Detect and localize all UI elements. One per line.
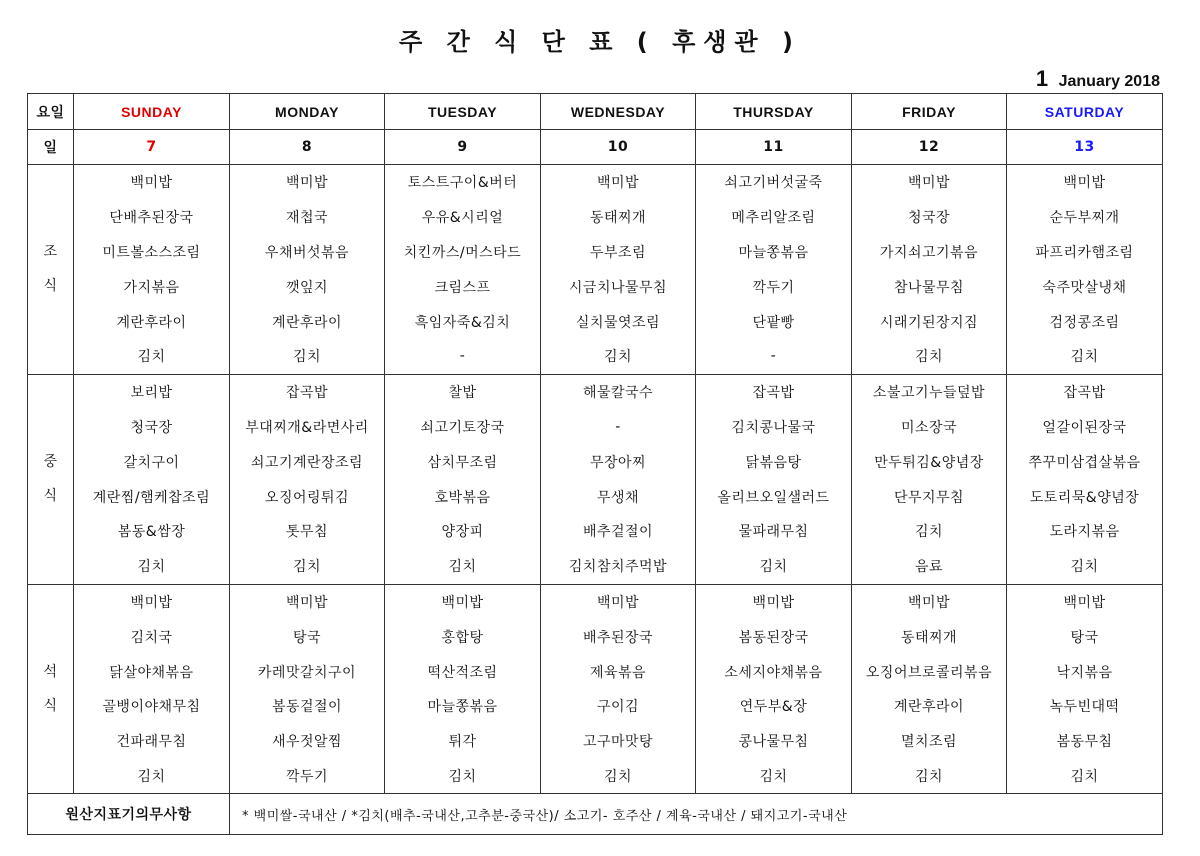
- date-row: [28, 130, 1163, 165]
- menu-item: 실치물엿조림: [541, 304, 696, 339]
- menu-item: 단배추된장국: [74, 200, 230, 235]
- menu-item: 우유&시리얼: [385, 200, 541, 235]
- menu-item: 올리브오일샐러드: [696, 479, 852, 514]
- menu-row: [28, 444, 1163, 479]
- menu-item: 백미밥: [541, 584, 696, 619]
- menu-item: 탕국: [1007, 619, 1163, 654]
- menu-item: 백미밥: [230, 584, 385, 619]
- menu-item: 김치: [385, 759, 541, 794]
- menu-item: 시금치나물무침: [541, 269, 696, 304]
- menu-item: 만두튀김&양념장: [852, 444, 1007, 479]
- menu-item: 파프리카햄조림: [1007, 235, 1163, 270]
- menu-row: [28, 165, 1163, 200]
- menu-item: 검정콩조림: [1007, 304, 1163, 339]
- menu-item: 단팥빵: [696, 304, 852, 339]
- date-thursday: 11: [696, 130, 852, 165]
- menu-item: 흑임자죽&김치: [385, 304, 541, 339]
- date-friday: 12: [852, 130, 1007, 165]
- menu-item: 잡곡밥: [696, 374, 852, 409]
- menu-item: 김치: [74, 339, 230, 374]
- menu-item: -: [541, 410, 696, 445]
- menu-item: 얼갈이된장국: [1007, 410, 1163, 445]
- menu-row: [28, 269, 1163, 304]
- menu-item: 해물칼국수: [541, 374, 696, 409]
- menu-item: 봄동된장국: [696, 619, 852, 654]
- menu-item: 김치: [852, 759, 1007, 794]
- menu-item: 오징어링튀김: [230, 479, 385, 514]
- header-sunday: SUNDAY: [74, 94, 230, 130]
- menu-item: 마늘쫑볶음: [385, 689, 541, 724]
- menu-item: 양장피: [385, 514, 541, 549]
- menu-item: 마늘쫑볶음: [696, 235, 852, 270]
- menu-item: 찰밥: [385, 374, 541, 409]
- menu-item: 김치: [541, 339, 696, 374]
- menu-item: 도토리묵&양념장: [1007, 479, 1163, 514]
- menu-item: 미트볼소스조림: [74, 235, 230, 270]
- menu-item: 오징어브로콜리볶음: [852, 654, 1007, 689]
- menu-item: 멸치조림: [852, 724, 1007, 759]
- meal-label-bottom: 식: [43, 488, 58, 505]
- header-saturday: SATURDAY: [1007, 94, 1163, 130]
- menu-item: 고구마맛탕: [541, 724, 696, 759]
- menu-item: 백미밥: [541, 165, 696, 200]
- date-sunday: 7: [74, 130, 230, 165]
- meal-label-bottom: 식: [43, 278, 58, 295]
- menu-item: 배추겉절이: [541, 514, 696, 549]
- menu-item: 백미밥: [852, 584, 1007, 619]
- menu-item: 무장아찌: [541, 444, 696, 479]
- menu-item: 새우젓알찜: [230, 724, 385, 759]
- meal-label-bottom: 식: [43, 697, 58, 714]
- menu-item: 톳무침: [230, 514, 385, 549]
- footer-row: [28, 794, 1163, 835]
- menu-row: [28, 200, 1163, 235]
- menu-row: [28, 724, 1163, 759]
- menu-item: 김치콩나물국: [696, 410, 852, 445]
- menu-item: 도라지볶음: [1007, 514, 1163, 549]
- menu-row: [28, 654, 1163, 689]
- menu-item: 김치: [385, 549, 541, 584]
- menu-item: 부대찌개&라면사리: [230, 410, 385, 445]
- date-row-label: 일: [28, 130, 74, 165]
- menu-item: -: [696, 339, 852, 374]
- menu-item: 녹두빈대떡: [1007, 689, 1163, 724]
- menu-row: [28, 479, 1163, 514]
- menu-item: 홍합탕: [385, 619, 541, 654]
- menu-item: 콩나물무침: [696, 724, 852, 759]
- meal-label-top: 중: [43, 454, 58, 471]
- menu-item: 김치: [852, 514, 1007, 549]
- menu-item: 계란찜/햄케찹조림: [74, 479, 230, 514]
- menu-item: 백미밥: [385, 584, 541, 619]
- menu-item: 크림스프: [385, 269, 541, 304]
- header-thursday: THURSDAY: [696, 94, 852, 130]
- breakfast-label: [28, 165, 74, 375]
- date-tuesday: 9: [385, 130, 541, 165]
- menu-item: 미소장국: [852, 410, 1007, 445]
- header-monday: MONDAY: [230, 94, 385, 130]
- menu-item: 계란후라이: [230, 304, 385, 339]
- weekly-menu-table: [27, 93, 1163, 835]
- date-day: 1: [1035, 66, 1049, 91]
- menu-item: 쇠고기버섯굴죽: [696, 165, 852, 200]
- menu-item: 잡곡밥: [1007, 374, 1163, 409]
- date-saturday: 13: [1007, 130, 1163, 165]
- menu-item: 백미밥: [74, 165, 230, 200]
- menu-item: 참나물무침: [852, 269, 1007, 304]
- menu-item: 깍두기: [230, 759, 385, 794]
- menu-item: 백미밥: [1007, 584, 1163, 619]
- menu-item: 김치: [230, 549, 385, 584]
- lunch-label: [28, 374, 74, 584]
- menu-item: 백미밥: [696, 584, 852, 619]
- header-tuesday: TUESDAY: [385, 94, 541, 130]
- date-month-year: January 2018: [1058, 73, 1160, 90]
- menu-item: 봄동무침: [1007, 724, 1163, 759]
- menu-item: 김치: [1007, 339, 1163, 374]
- menu-item: 호박볶음: [385, 479, 541, 514]
- menu-item: 동태찌개: [541, 200, 696, 235]
- weekday-header-row: [28, 94, 1163, 130]
- meal-label-top: 석: [43, 663, 58, 680]
- menu-item: 청국장: [74, 410, 230, 445]
- menu-item: 카레맛갈치구이: [230, 654, 385, 689]
- menu-row: [28, 689, 1163, 724]
- menu-item: 깻잎지: [230, 269, 385, 304]
- menu-row: [28, 514, 1163, 549]
- menu-item: 우채버섯볶음: [230, 235, 385, 270]
- menu-item: 탕국: [230, 619, 385, 654]
- menu-item: 김치: [696, 549, 852, 584]
- menu-item: 김치: [230, 339, 385, 374]
- menu-item: 구이김: [541, 689, 696, 724]
- menu-item: 김치참치주먹밥: [541, 549, 696, 584]
- menu-item: 두부조림: [541, 235, 696, 270]
- menu-item: 쇠고기토장국: [385, 410, 541, 445]
- menu-row: [28, 410, 1163, 445]
- menu-item: 봄동&쌈장: [74, 514, 230, 549]
- menu-row: [28, 235, 1163, 270]
- menu-item: 백미밥: [852, 165, 1007, 200]
- menu-item: 제육볶음: [541, 654, 696, 689]
- menu-item: 음료: [852, 549, 1007, 584]
- menu-item: 골뱅이야채무침: [74, 689, 230, 724]
- menu-item: 소불고기누들덮밥: [852, 374, 1007, 409]
- menu-item: 김치: [541, 759, 696, 794]
- menu-item: 백미밥: [74, 584, 230, 619]
- menu-row: [28, 759, 1163, 794]
- header-friday: FRIDAY: [852, 94, 1007, 130]
- menu-item: 김치국: [74, 619, 230, 654]
- weekday-header-label: 요일: [28, 94, 74, 130]
- menu-item: 튀각: [385, 724, 541, 759]
- menu-item: 소세지야채볶음: [696, 654, 852, 689]
- menu-item: 쭈꾸미삼겹살볶음: [1007, 444, 1163, 479]
- page-title: 주 간 식 단 표 ( 후생관 ): [399, 28, 801, 56]
- menu-item: 떡산적조림: [385, 654, 541, 689]
- menu-item: 삼치무조림: [385, 444, 541, 479]
- menu-row: [28, 619, 1163, 654]
- menu-row: [28, 374, 1163, 409]
- menu-item: 보리밥: [74, 374, 230, 409]
- menu-item: 깍두기: [696, 269, 852, 304]
- menu-item: 김치: [74, 759, 230, 794]
- menu-item: 김치: [696, 759, 852, 794]
- menu-item: 청국장: [852, 200, 1007, 235]
- menu-item: 시래기된장지짐: [852, 304, 1007, 339]
- menu-item: 건파래무침: [74, 724, 230, 759]
- menu-item: 백미밥: [230, 165, 385, 200]
- menu-item: 배추된장국: [541, 619, 696, 654]
- meal-label-top: 조: [43, 244, 58, 261]
- menu-item: 토스트구이&버터: [385, 165, 541, 200]
- menu-item: 잡곡밥: [230, 374, 385, 409]
- menu-item: 숙주맛살냉채: [1007, 269, 1163, 304]
- origin-notes: * 백미쌀-국내산 / *김치(배추-국내산,고추분-중국산)/ 소고기- 호주산 / 계육-국내산 / 돼지고기-국내산: [230, 794, 1163, 835]
- menu-item: 김치: [74, 549, 230, 584]
- menu-item: 봄동겉절이: [230, 689, 385, 724]
- menu-item: 낙지볶음: [1007, 654, 1163, 689]
- menu-row: [28, 584, 1163, 619]
- menu-item: 물파래무침: [696, 514, 852, 549]
- origin-label: 원산지표기의무사항: [28, 794, 230, 835]
- menu-item: 메추리알조림: [696, 200, 852, 235]
- menu-item: 김치: [1007, 549, 1163, 584]
- menu-item: 닭볶음탕: [696, 444, 852, 479]
- header-wednesday: WEDNESDAY: [541, 94, 696, 130]
- menu-item: 백미밥: [1007, 165, 1163, 200]
- menu-item: 닭살야채볶음: [74, 654, 230, 689]
- menu-row: [28, 304, 1163, 339]
- menu-item: 가지볶음: [74, 269, 230, 304]
- menu-item: 무생채: [541, 479, 696, 514]
- menu-item: 쇠고기계란장조림: [230, 444, 385, 479]
- menu-item: 가지쇠고기볶음: [852, 235, 1007, 270]
- menu-item: 동태찌개: [852, 619, 1007, 654]
- dinner-label: [28, 584, 74, 794]
- menu-item: 단무지무침: [852, 479, 1007, 514]
- date-monday: 8: [230, 130, 385, 165]
- menu-item: 계란후라이: [852, 689, 1007, 724]
- menu-item: 김치: [852, 339, 1007, 374]
- menu-row: [28, 339, 1163, 374]
- menu-row: [28, 549, 1163, 584]
- date-wednesday: 10: [541, 130, 696, 165]
- menu-item: 치킨까스/머스타드: [385, 235, 541, 270]
- menu-item: 계란후라이: [74, 304, 230, 339]
- menu-item: 재첩국: [230, 200, 385, 235]
- menu-item: 연두부&장: [696, 689, 852, 724]
- menu-item: -: [385, 339, 541, 374]
- menu-item: 순두부찌개: [1007, 200, 1163, 235]
- menu-item: 갈치구이: [74, 444, 230, 479]
- menu-item: 김치: [1007, 759, 1163, 794]
- menu-date: [1036, 66, 1160, 92]
